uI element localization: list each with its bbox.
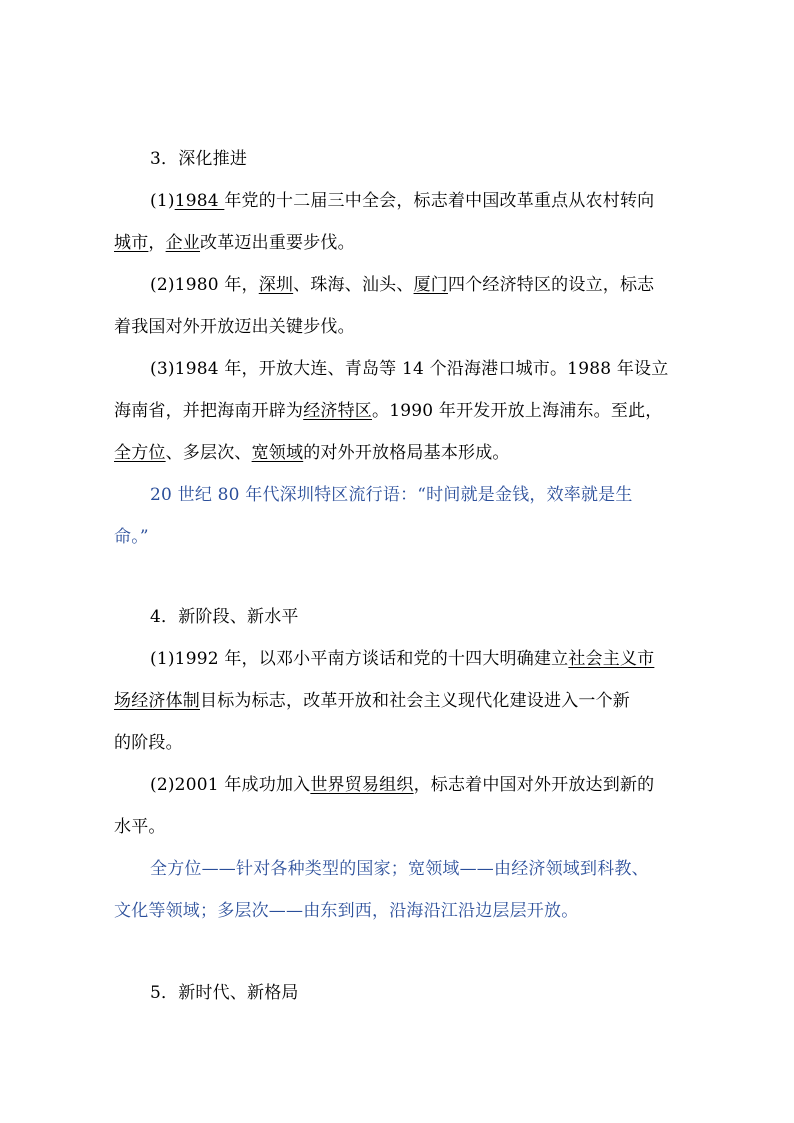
s3-note-line1: 20 世纪 80 年代深圳特区流行语：“时间就是金钱，效率就是生 (150, 485, 633, 505)
s3-p3-wide: 宽领域 (251, 443, 304, 463)
s3-p1-enterprise: 企业 (165, 233, 201, 253)
s4-p1-line3: 的阶段。 (114, 733, 183, 753)
s3-p1-num: (1) (150, 191, 175, 211)
s3-p2-line1 (150, 272, 720, 298)
section-5-heading: 5．新时代、新格局 (150, 983, 299, 1003)
s4-note-line1: 全方位——针对各种类型的国家；宽领域——由经济领域到科教、 (150, 859, 649, 879)
s3-p1-line1 (150, 188, 684, 214)
s4-p1-line2 (114, 688, 684, 714)
s3-p1-comma: ， (148, 233, 166, 253)
s3-p1-end: 改革迈出重要步伐。 (200, 233, 355, 253)
s3-p3-a: 海南省，并把海南开辟为 (114, 401, 304, 421)
s4-note-line2: 文化等领域；多层次——由东到西，沿海沿江沿边层层开放。 (114, 901, 579, 921)
s3-p3-allround: 全方位 (114, 443, 166, 463)
s3-p3-sez: 经济特区 (303, 401, 373, 421)
s3-p2-c: 、珠海、汕头、 (293, 275, 414, 295)
s3-p2-xiamen: 厦门 (413, 275, 448, 295)
s3-p1-year: 1984 (174, 191, 225, 211)
s4-p2-a: (2)2001 年成功加入 (150, 775, 311, 795)
section-4-heading: 4．新阶段、新水平 (150, 607, 299, 627)
s3-p2-e: 四个经济特区的设立，标志 (447, 275, 655, 295)
s4-p1-socialist: 社会主义市 (568, 649, 655, 669)
s3-p3-line1: (3)1984 年，开放大连、青岛等 14 个沿海港口城市。1988 年设立 (150, 359, 669, 379)
s3-p2-shenzhen: 深圳 (258, 275, 294, 295)
section-3-heading: 3．深化推进 (150, 149, 248, 169)
s4-p2-c: ，标志着中国对外开放达到新的 (413, 775, 655, 795)
s3-p1-rest: 年党的十二届三中全会，标志着中国改革重点从农村转向 (224, 191, 655, 211)
s3-p2-line2: 着我国对外开放迈出关键步伐。 (114, 317, 355, 337)
s4-p2-wto: 世界贸易组织 (310, 775, 414, 795)
s4-p2-line2: 水平。 (114, 817, 166, 837)
s3-p3-c: 。1990 年开发开放上海浦东。至此， (372, 401, 663, 421)
s4-p1-a: (1)1992 年，以邓小平南方谈话和党的十四大明确建立 (150, 649, 569, 669)
s3-note-line2: 命。” (114, 527, 149, 547)
s3-p3-line3 (114, 440, 684, 466)
s3-p3-line2 (114, 398, 684, 424)
s4-p1-b: 目标为标志，改革开放和社会主义现代化建设进入一个新 (200, 691, 630, 711)
s4-p2-line1 (150, 772, 720, 798)
s3-p1-text (150, 188, 654, 214)
s4-p1-market: 场经济体制 (114, 691, 200, 711)
s3-p3-d: 的对外开放格局基本形成。 (303, 443, 510, 463)
s3-p1-line2 (114, 230, 684, 256)
s4-p1-line1 (150, 646, 720, 672)
s3-p3-b: 、多层次、 (165, 443, 252, 463)
s3-p1-city: 城市 (114, 233, 149, 253)
s3-p2-a: (2)1980 年， (150, 275, 259, 295)
